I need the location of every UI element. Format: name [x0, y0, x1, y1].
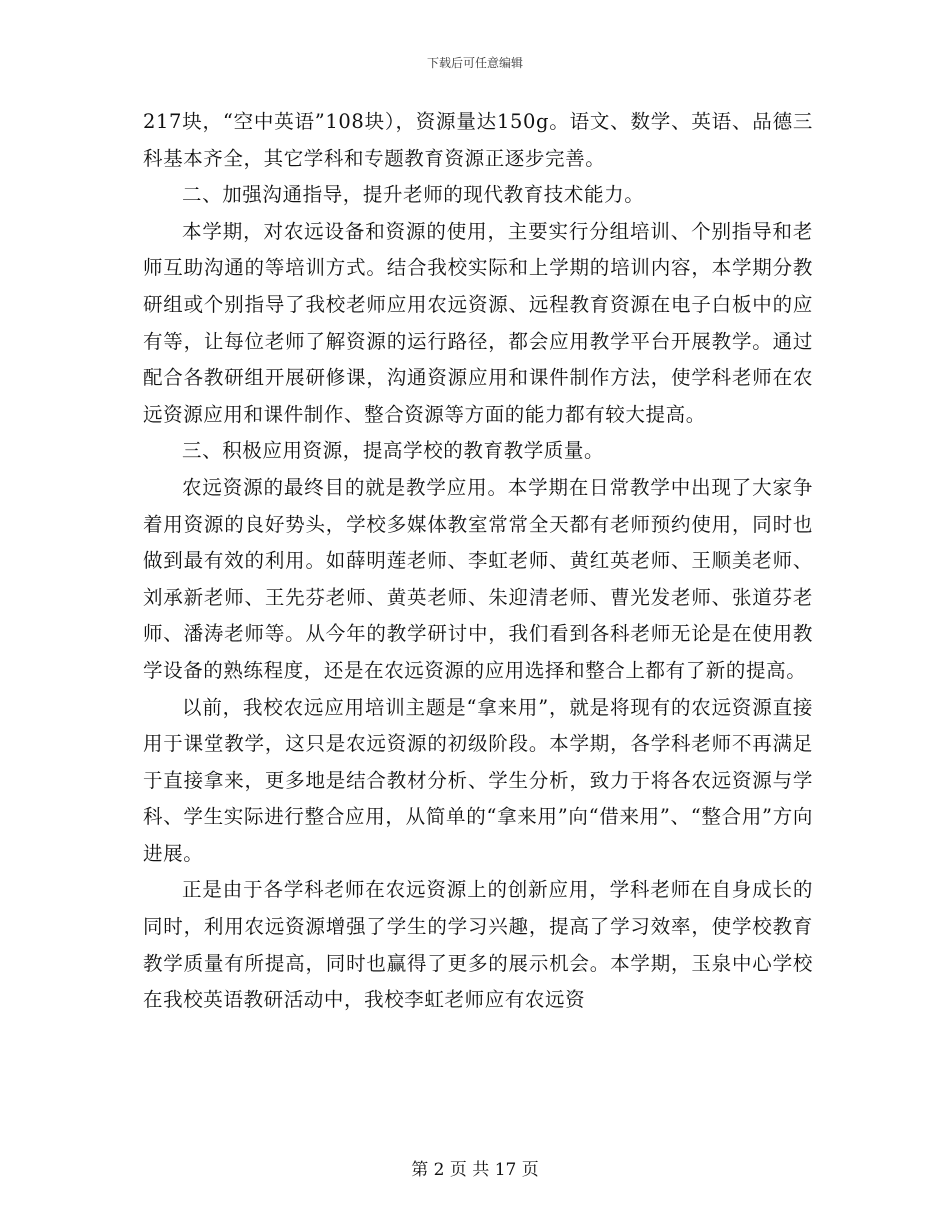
paragraph-continuation: 217块，“空中英语”108块），资源量达150g。语文、数学、英语、品德三科基本齐全，其它学科和专题教育资源正逐步完善。 [143, 110, 813, 170]
page-header: 下载后可任意编辑 [426, 56, 523, 70]
page-footer: 第 2 页 共 17 页 [411, 1160, 539, 1180]
paragraph-innovation: 正是由于各学科老师在农远资源上的创新应用，学科老师在自身成长的同时，利用农远资源增强了学生的学习兴趣，提高了学习效率，使学校教育教学质量有所提高，同时也赢得了更多的展示机会。本学期，玉泉中心学校在我校英语教研活动中，我校李虹老师应有农远资 [143, 878, 813, 1012]
section-heading-3: 三、积极应用资源，提高学校的教育教学质量。 [182, 439, 605, 463]
document-body [143, 104, 813, 1019]
paragraph-previous: 以前，我校农远应用培训主题是“拿来用”，就是将现有的农远资源直接用于课堂教学，这只是农远资源的初级阶段。本学期，各学科老师不再满足于直接拿来，更多地是结合教材分析、学生分析，致力于将各农远资源与学科、学生实际进行整合应用，从简单的“拿来用”向“借来用”、“整合用”方向进展。 [143, 695, 813, 865]
paragraph-application: 农远资源的最终目的就是教学应用。本学期在日常教学中出现了大家争着用资源的良好势头，学校多媒体教室常常全天都有老师预约使用，同时也做到最有效的利用。如薛明莲老师、李虹老师、黄红英老师、王顺美老师、刘承新老师、王先芬老师、黄英老师、朱迎清老师、曹光发老师、张道芬老师、潘涛老师等。从今年的教学研讨中，我们看到各科老师无论是在使用教学设备的熟练程度，还是在农远资源的应用选择和整合上都有了新的提高。 [143, 475, 813, 682]
paragraph-training: 本学期，对农远设备和资源的使用，主要实行分组培训、个别指导和老师互助沟通的等培训方式。结合我校实际和上学期的培训内容，本学期分教研组或个别指导了我校老师应用农远资源、远程教育资源在电子白板中的应有等，让每位老师了解资源的运行路径，都会应用教学平台开展教学。通过配合各教研组开展研修课，沟通资源应用和课件制作方法，使学科老师在农远资源应用和课件制作、整合资源等方面的能力都有较大提高。 [143, 219, 813, 426]
section-heading-2: 二、加强沟通指导，提升老师的现代教育技术能力。 [182, 183, 645, 207]
